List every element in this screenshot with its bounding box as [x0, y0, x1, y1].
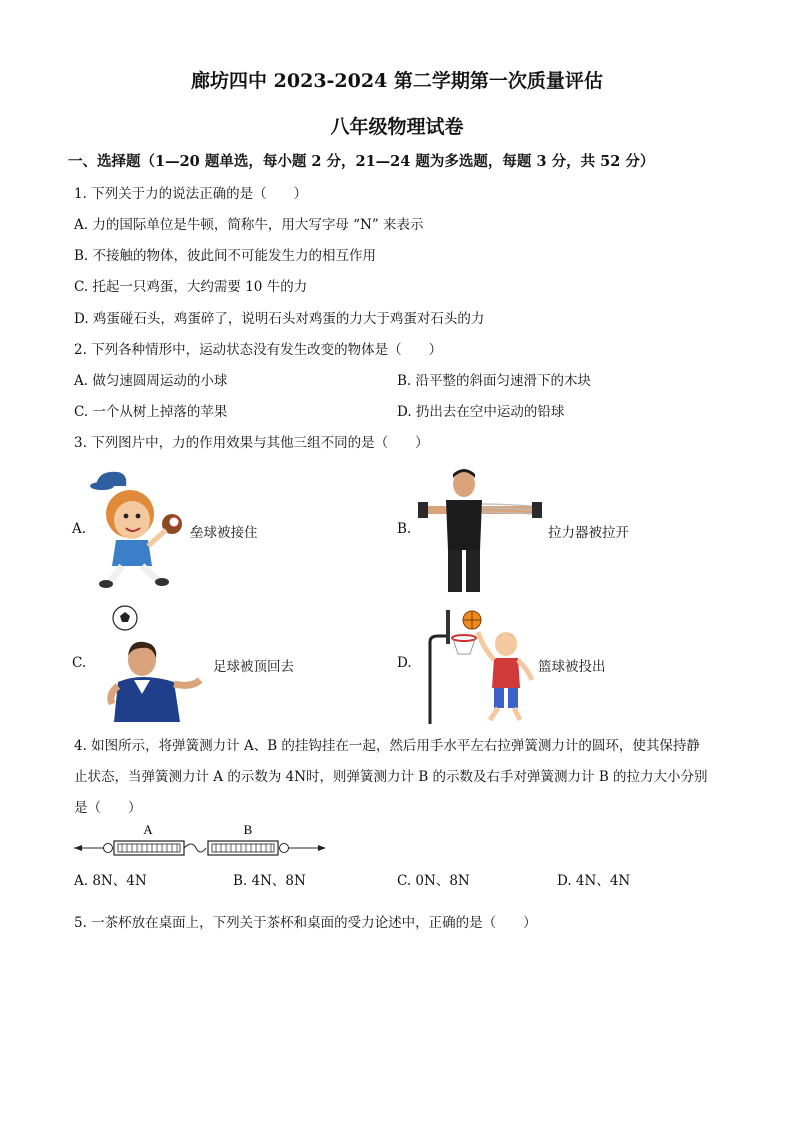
question-1-option-a: A. 力的国际单位是牛顿，简称牛，用大写字母 “N” 来表示 [74, 217, 424, 233]
question-2-option-a: A. 做匀速圆周运动的小球 [74, 373, 228, 389]
question-1-option-d: D. 鸡蛋碰石头，鸡蛋碎了，说明石头对鸡蛋的力大于鸡蛋对石头的力 [74, 311, 485, 327]
question-3-option-c-letter: C. [72, 655, 87, 671]
question-2-stem: 2. 下列各种情形中，运动状态没有发生改变的物体是（ ） [74, 342, 443, 358]
question-4-option-a: A. 8N、4N [74, 873, 147, 889]
question-4-stem-line-2: 止状态，当弹簧测力计 A 的示数为 4N时，则弹簧测力计 B 的示数及右手对弹簧测力计 B 的拉力大小分别 [74, 769, 708, 785]
soccer-header-illustration [104, 602, 208, 724]
exam-title: 廊坊四中 2023-2024 第二学期第一次质量评估 [191, 70, 603, 92]
question-3-option-a-caption: 垒球被接住 [190, 525, 258, 541]
question-3-option-b-caption: 拉力器被拉开 [548, 525, 629, 541]
question-4-option-d: D. 4N、4N [557, 873, 631, 889]
scale-label-b: B [243, 822, 253, 837]
spring-scale-diagram [72, 820, 328, 862]
question-5-stem: 5. 一茶杯放在桌面上，下列关于茶杯和桌面的受力论述中，正确的是（ ） [74, 915, 537, 931]
question-1-option-c: C. 托起一只鸡蛋，大约需要 10 牛的力 [74, 279, 308, 295]
question-2-option-c: C. 一个从树上掉落的苹果 [74, 404, 228, 420]
question-4-option-b: B. 4N、8N [233, 873, 306, 889]
scale-label-a: A [143, 822, 153, 837]
question-3-option-d-caption: 篮球被投出 [538, 659, 606, 675]
left-arrow-icon [74, 845, 82, 851]
question-4-stem-line-1: 4. 如图所示，将弹簧测力计 A、B 的挂钩挂在一起，然后用手水平左右拉弹簧测力计的圆环，使其保持静 [74, 738, 700, 754]
question-3-option-c-caption: 足球被顶回去 [213, 659, 294, 675]
softball-girl-illustration [88, 468, 190, 590]
question-2-option-d: D. 扔出去在空中运动的铅球 [397, 404, 565, 420]
section-heading: 一、选择题（1—20 题单选，每小题 2 分，21—24 题为多选题，每题 3 分，共 52 分） [68, 153, 655, 170]
question-3-option-b-letter: B. [397, 521, 412, 537]
question-2-option-b: B. 沿平整的斜面匀速滑下的木块 [397, 373, 592, 389]
chest-expander-man-illustration [414, 466, 546, 594]
question-4-stem-line-3: 是（ ） [74, 800, 142, 816]
question-1-option-b: B. 不接触的物体，彼此间不可能发生力的相互作用 [74, 248, 377, 264]
exam-subtitle: 八年级物理试卷 [330, 116, 464, 138]
basketball-shot-illustration [420, 606, 538, 724]
question-3-stem: 3. 下列图片中，力的作用效果与其他三组不同的是（ ） [74, 435, 429, 451]
right-arrow-icon [318, 845, 326, 851]
question-3-option-a-letter: A. [72, 521, 87, 537]
question-4-option-c: C. 0N、8N [397, 873, 470, 889]
question-3-option-d-letter: D. [397, 655, 412, 671]
question-1-stem: 1. 下列关于力的说法正确的是（ ） [74, 186, 308, 202]
